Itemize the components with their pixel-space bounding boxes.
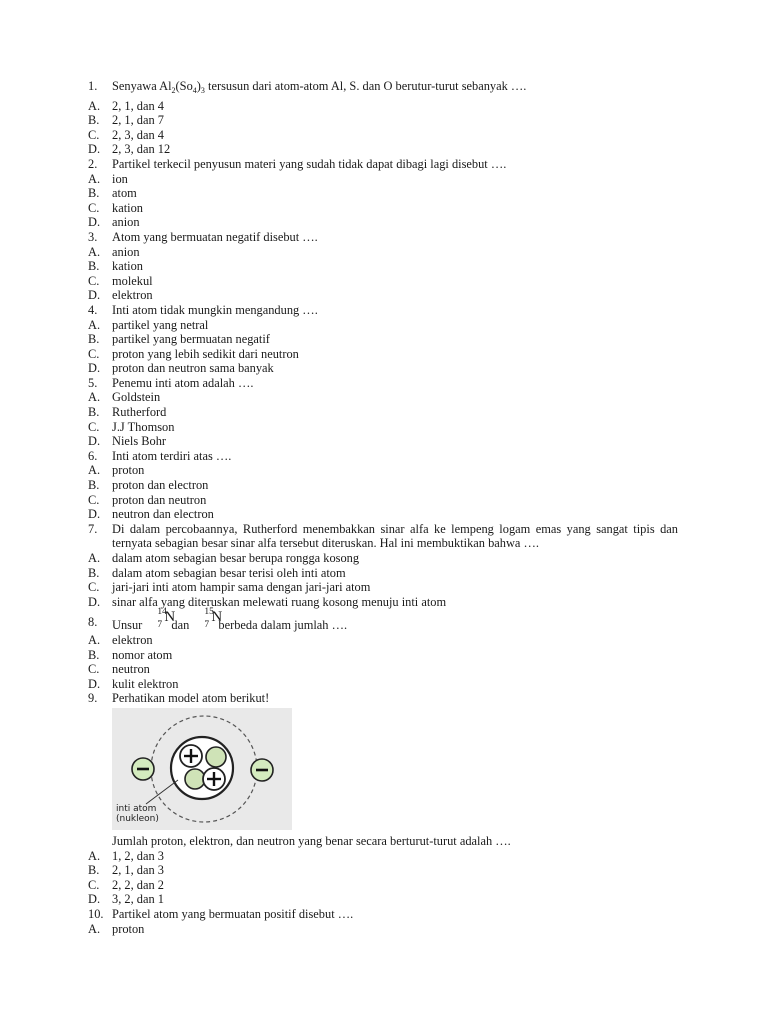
question-number: 5. [88, 375, 98, 390]
option: C. molekul [88, 273, 153, 288]
question-number: 7. [88, 521, 98, 536]
option: C. 2, 3, dan 4 [88, 127, 164, 142]
question-number: 1. [88, 79, 98, 93]
option: B. 2, 1, dan 7 [88, 113, 164, 128]
isotope-n15: 15 7 N [204, 607, 223, 631]
option: C. J.J Thomson [88, 419, 175, 434]
question-stem: Partikel terkecil penyusun materi yang sudah tidak dapat dibagi lagi disebut …. [112, 156, 507, 171]
question-5 [88, 376, 678, 391]
question-number: 10. [88, 906, 104, 921]
neutron-2 [185, 769, 205, 789]
question-6 [88, 449, 678, 464]
question-prompt: Jumlah proton, elektron, dan neutron yang benar secara berturut-turut adalah …. [112, 833, 511, 848]
option: C. proton yang lebih sedikit dari neutron [88, 346, 299, 361]
option: B. kation [88, 259, 143, 274]
option: B. Rutherford [88, 405, 167, 420]
question-number: 6. [88, 448, 98, 463]
option: C. jari-jari inti atom hampir sama dengan jari-jari atom [88, 580, 371, 595]
option: C. kation [88, 200, 143, 215]
option: B. atom [88, 186, 137, 201]
option: C. proton dan neutron [88, 492, 207, 507]
option: A. Goldstein [88, 390, 161, 405]
option: D. 2, 3, dan 12 [88, 142, 171, 157]
option: B. dalam atom sebagian besar terisi oleh inti atom [88, 565, 346, 580]
question-number: 3. [88, 229, 98, 244]
option: B. nomor atom [88, 647, 173, 662]
question-stem: Atom yang bermuatan negatif disebut …. [112, 229, 318, 244]
option: A. partikel yang netral [88, 317, 209, 332]
option: A. proton [88, 921, 145, 936]
question-stem: Perhatikan model atom berikut! [112, 691, 270, 706]
option: D. sinar alfa yang diteruskan melewati ruang kosong menuju inti atom [88, 594, 447, 609]
neutron-1 [206, 747, 226, 767]
isotope-n14: 14 7 N [157, 607, 176, 631]
question-3 [88, 230, 678, 245]
option: D. 3, 2, dan 1 [88, 892, 164, 907]
question-stem: Inti atom terdiri atas …. [112, 448, 232, 463]
option: A. dalam atom sebagian besar berupa rongga kosong [88, 551, 360, 565]
option: B. 2, 1, dan 3 [88, 863, 164, 878]
question-number: 8. [88, 615, 98, 630]
nucleus [171, 737, 233, 799]
question-stem: Penemu inti atom adalah …. [112, 375, 254, 390]
option: C. neutron [88, 662, 150, 677]
option: A. ion [88, 171, 128, 186]
atom-model-figure [112, 708, 292, 830]
question-stem: Inti atom tidak mungkin mengandung …. [112, 302, 318, 317]
option: A. proton [88, 463, 145, 478]
question-9 [88, 691, 678, 706]
option: C. 2, 2, dan 2 [88, 877, 164, 892]
option: D. anion [88, 215, 140, 230]
option: A. 2, 1, dan 4 [88, 98, 164, 113]
question-number: 2. [88, 156, 98, 171]
question-7 [88, 522, 678, 551]
question-stem: Senyawa $Al_2(So_4)_3$ tersusun dari atom-atom Al, S. dan O berutur-turut sebanyak …. [112, 79, 527, 95]
question-stem: Partikel atom yang bermuatan positif disebut …. [112, 906, 354, 921]
option: B. proton dan electron [88, 478, 209, 493]
option: D. Niels Bohr [88, 434, 167, 449]
question-2 [88, 157, 678, 172]
option: D. kulit elektron [88, 676, 179, 691]
option: A. elektron [88, 632, 153, 647]
option: B. partikel yang bermuatan negatif [88, 332, 270, 347]
question-9-prompt [88, 834, 678, 849]
question-1 [88, 79, 678, 99]
option: D. proton dan neutron sama banyak [88, 361, 274, 376]
option: D. neutron dan electron [88, 507, 214, 522]
worksheet [88, 79, 678, 936]
option: A. anion [88, 244, 140, 259]
option: A. 1, 2, dan 3 [88, 848, 164, 863]
question-number: 4. [88, 302, 98, 317]
question-stem: Di dalam percobaannya, Rutherford menembakkan sinar alfa ke lempeng logam emas yang sangat tipis dan ternyata sebagian besar sinar alfa tersebut diteruskan. Hal ini membuktikan bahwa …. [112, 521, 678, 551]
question-10 [88, 907, 678, 922]
question-4 [88, 303, 678, 318]
question-8 [88, 607, 678, 633]
question-number: 9. [88, 691, 98, 706]
option: D. elektron [88, 288, 153, 303]
question-stem: Unsur 14 7 N dan 15 7 N berbeda dalam jumlah …. [112, 607, 348, 633]
figure-caption: inti atom (nukleon) [116, 803, 159, 824]
